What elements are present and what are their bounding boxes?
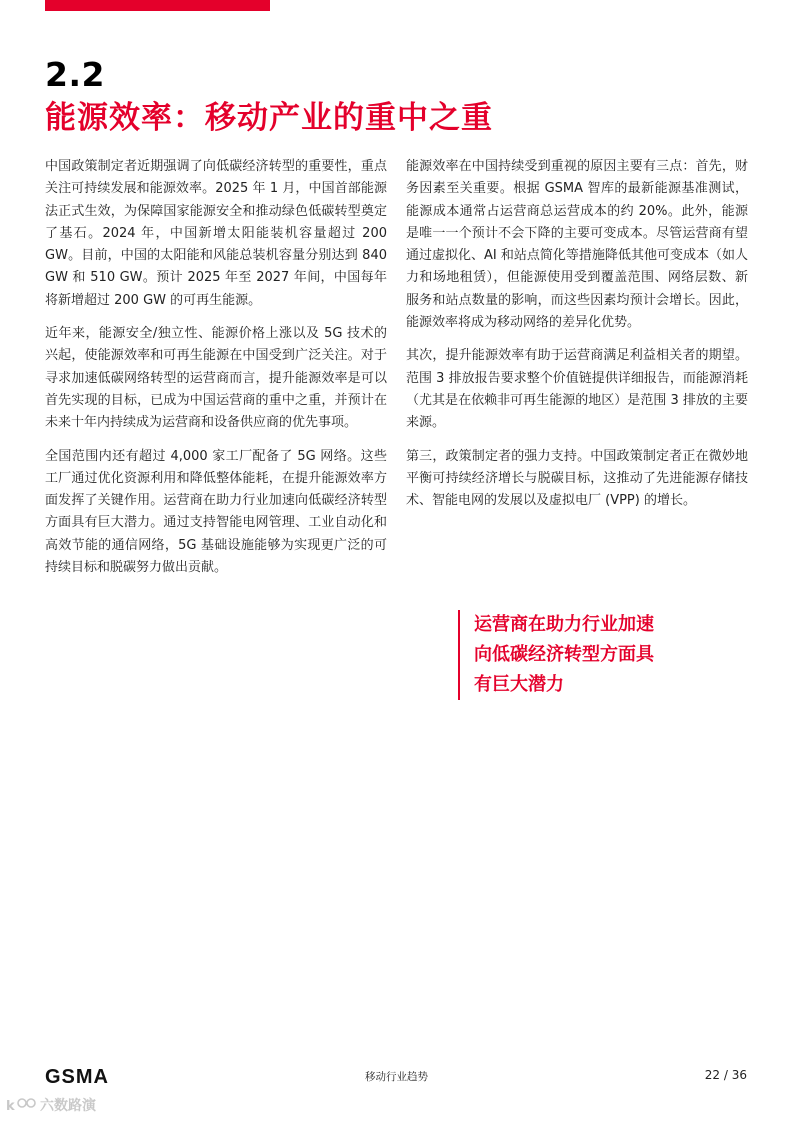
right-paragraph-3: 第三，政策制定者的强力支持。中国政策制定者正在微妙地平衡可持续经济增长与脱碳目标，这推动了先进能源存储技术、智能电网的发展以及虚拟电厂 (VPP) 的增长。 [406, 448, 748, 509]
section-title: 能源效率：移动产业的重中之重 [45, 100, 493, 136]
pull-quote-line-2: 向低碳经济转型方面具 [474, 644, 654, 665]
pull-quote-line-3: 有巨大潜力 [474, 674, 564, 695]
page-number: 22 / 36 [704, 1068, 747, 1082]
top-accent-bar [45, 0, 270, 11]
watermark-logo-icon [6, 1097, 36, 1113]
gsma-logo: GSMA [45, 1066, 109, 1088]
left-column [45, 156, 387, 590]
right-paragraph-1: 能源效率在中国持续受到重视的原因主要有三点：首先，财务因素至关重要。根据 GSMA 智库的最新能源基准测试，能源成本通常占运营商总运营成本的约 20%。此外，能源是唯一一个预计不会下降的主要可变成本。尽管运营商有望通过虚拟化、AI 和站点简化等措施降低其他可变成本（如人力和场地租赁），但能源使用受到覆盖范围、网络层数、新服务和站点数量的影响，而这些因素均预计会增长。因此，能源效率将成为移动网络的差异化优势。 [406, 159, 748, 331]
section-number: 2.2 [45, 55, 105, 94]
svg-text:k: k [6, 1099, 15, 1113]
pull-quote-line-1: 运营商在助力行业加速 [474, 614, 654, 635]
pull-quote [458, 610, 734, 700]
right-column [406, 156, 748, 523]
footer-section-label: 移动行业趋势 [365, 1071, 428, 1083]
left-paragraph-3: 全国范围内还有超过 4,000 家工厂配备了 5G 网络。这些工厂通过优化资源利用和降低整体能耗，在提升能源效率方面发挥了关键作用。运营商在助力行业加速向低碳经济转型方面具有巨大潜力。通过支持智能电网管理、工业自动化和高效节能的通信网络，5G 基础设施能够为实现更广泛的可持续目标和脱碳努力做出贡献。 [45, 448, 387, 576]
watermark [6, 1095, 96, 1115]
left-paragraph-2: 近年来，能源安全/独立性、能源价格上涨以及 5G 技术的兴起，使能源效率和可再生能源在中国受到广泛关注。对于寻求加速低碳网络转型的运营商而言，提升能源效率是可以首先实现的目标，已成为中国运营商的重中之重，并预计在未来十年内持续成为运营商和设备供应商的优先事项。 [45, 326, 387, 431]
left-paragraph-1: 中国政策制定者近期强调了向低碳经济转型的重要性，重点关注可持续发展和能源效率。2025 年 1 月，中国首部能源法正式生效，为保障国家能源安全和推动绿色低碳转型奠定了基石。2024 年，中国新增太阳能装机容量超过 200 GW。目前，中国的太阳能和风能总装机容量分别达到 840 GW 和 510 GW。预计 2025 年至 2027 年间，中国每年将新增超过 200 GW 的可再生能源。 [45, 159, 387, 308]
right-paragraph-2: 其次，提升能源效率有助于运营商满足利益相关者的期望。范围 3 排放报告要求整个价值链提供详细报告，而能源消耗（尤其是在依赖非可再生能源的地区）是范围 3 排放的主要来源。 [406, 348, 748, 431]
watermark-text: 六数路演 [40, 1098, 96, 1114]
